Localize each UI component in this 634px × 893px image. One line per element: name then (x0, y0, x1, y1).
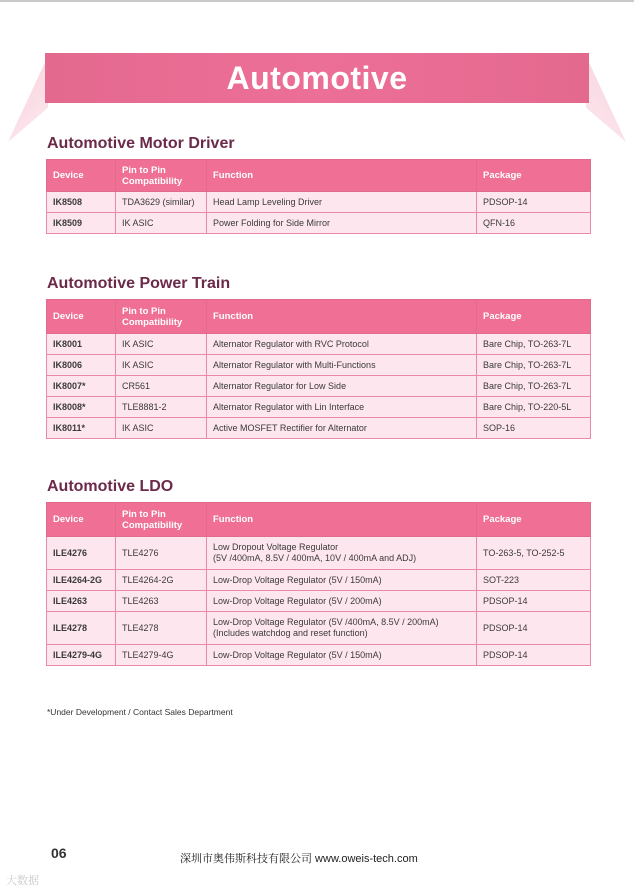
section-title-ldo: Automotive LDO (47, 478, 174, 495)
table-row (47, 418, 591, 439)
package-cell: Bare Chip, TO-263-7L (477, 376, 591, 397)
table-row (47, 192, 591, 213)
device-cell: ILE4279-4G (47, 645, 116, 666)
compat-cell: IK ASIC (116, 418, 207, 439)
header-function: Function (207, 503, 477, 537)
section-title-power-train: Automotive Power Train (47, 275, 231, 292)
package-cell: PDSOP-14 (477, 612, 591, 645)
function-cell: Head Lamp Leveling Driver (207, 192, 477, 213)
package-cell: Bare Chip, TO-220-5L (477, 397, 591, 418)
section-title-motor-driver: Automotive Motor Driver (47, 135, 235, 152)
function-cell: Low-Drop Voltage Regulator (5V /400mA, 8.5V / 200mA) (Includes watchdog and reset function) (207, 612, 477, 645)
device-cell: IK8008* (47, 397, 116, 418)
top-border (0, 0, 634, 2)
compat-cell: TLE8881-2 (116, 397, 207, 418)
package-cell: PDSOP-14 (477, 591, 591, 612)
function-cell: Low-Drop Voltage Regulator (5V / 150mA) (207, 570, 477, 591)
ldo-table (46, 502, 591, 666)
compat-cell: IK ASIC (116, 334, 207, 355)
banner-ribbon-right (586, 56, 626, 142)
compat-cell: TLE4276 (116, 537, 207, 570)
table-row (47, 376, 591, 397)
header-compatibility: Pin to Pin Compatibility (116, 503, 207, 537)
table-header-row (47, 160, 591, 192)
header-function: Function (207, 160, 477, 192)
function-cell: Low-Drop Voltage Regulator (5V / 150mA) (207, 645, 477, 666)
device-cell: ILE4276 (47, 537, 116, 570)
device-cell: IK8508 (47, 192, 116, 213)
table-header-row (47, 503, 591, 537)
package-cell: SOT-223 (477, 570, 591, 591)
company-footer: 深圳市奥伟斯科技有限公司 www.oweis-tech.com (180, 853, 418, 865)
function-cell: Active MOSFET Rectifier for Alternator (207, 418, 477, 439)
package-cell: PDSOP-14 (477, 192, 591, 213)
table-row (47, 334, 591, 355)
compat-cell: CR561 (116, 376, 207, 397)
header-device: Device (47, 503, 116, 537)
table-row (47, 570, 591, 591)
function-cell: Low-Drop Voltage Regulator (5V / 200mA) (207, 591, 477, 612)
function-cell: Alternator Regulator with RVC Protocol (207, 334, 477, 355)
compat-cell: IK ASIC (116, 355, 207, 376)
header-compatibility: Pin to Pin Compatibility (116, 300, 207, 334)
package-cell: QFN-16 (477, 213, 591, 234)
package-cell: Bare Chip, TO-263-7L (477, 355, 591, 376)
table-row (47, 645, 591, 666)
header-device: Device (47, 300, 116, 334)
table-row (47, 397, 591, 418)
device-cell: IK8007* (47, 376, 116, 397)
compat-cell: TDA3629 (similar) (116, 192, 207, 213)
header-compatibility: Pin to Pin Compatibility (116, 160, 207, 192)
banner-ribbon-left (8, 56, 48, 142)
function-cell: Alternator Regulator with Multi-Functions (207, 355, 477, 376)
device-cell: ILE4263 (47, 591, 116, 612)
device-cell: IK8509 (47, 213, 116, 234)
title-banner (45, 53, 589, 103)
table-row (47, 537, 591, 570)
compat-cell: TLE4264-2G (116, 570, 207, 591)
device-cell: ILE4264-2G (47, 570, 116, 591)
page-number: 06 (51, 845, 67, 861)
function-cell: Alternator Regulator with Lin Interface (207, 397, 477, 418)
header-package: Package (477, 503, 591, 537)
compat-cell: TLE4263 (116, 591, 207, 612)
device-cell: IK8001 (47, 334, 116, 355)
motor-driver-table (46, 159, 591, 234)
header-package: Package (477, 300, 591, 334)
footnote: *Under Development / Contact Sales Department (47, 707, 233, 717)
table-row (47, 591, 591, 612)
device-cell: IK8011* (47, 418, 116, 439)
package-cell: PDSOP-14 (477, 645, 591, 666)
compat-cell: IK ASIC (116, 213, 207, 234)
header-device: Device (47, 160, 116, 192)
device-cell: IK8006 (47, 355, 116, 376)
table-row (47, 612, 591, 645)
package-cell: Bare Chip, TO-263-7L (477, 334, 591, 355)
page-title: Automotive (226, 59, 408, 96)
compat-cell: TLE4278 (116, 612, 207, 645)
compat-cell: TLE4279-4G (116, 645, 207, 666)
power-train-table (46, 299, 591, 439)
table-row (47, 213, 591, 234)
function-cell: Low Dropout Voltage Regulator (5V /400mA, 8.5V / 400mA, 10V / 400mA and ADJ) (207, 537, 477, 570)
device-cell: ILE4278 (47, 612, 116, 645)
package-cell: SOP-16 (477, 418, 591, 439)
table-row (47, 355, 591, 376)
function-cell: Alternator Regulator for Low Side (207, 376, 477, 397)
header-function: Function (207, 300, 477, 334)
table-header-row (47, 300, 591, 334)
package-cell: TO-263-5, TO-252-5 (477, 537, 591, 570)
header-package: Package (477, 160, 591, 192)
function-cell: Power Folding for Side Mirror (207, 213, 477, 234)
watermark: 大数据 (6, 875, 39, 887)
